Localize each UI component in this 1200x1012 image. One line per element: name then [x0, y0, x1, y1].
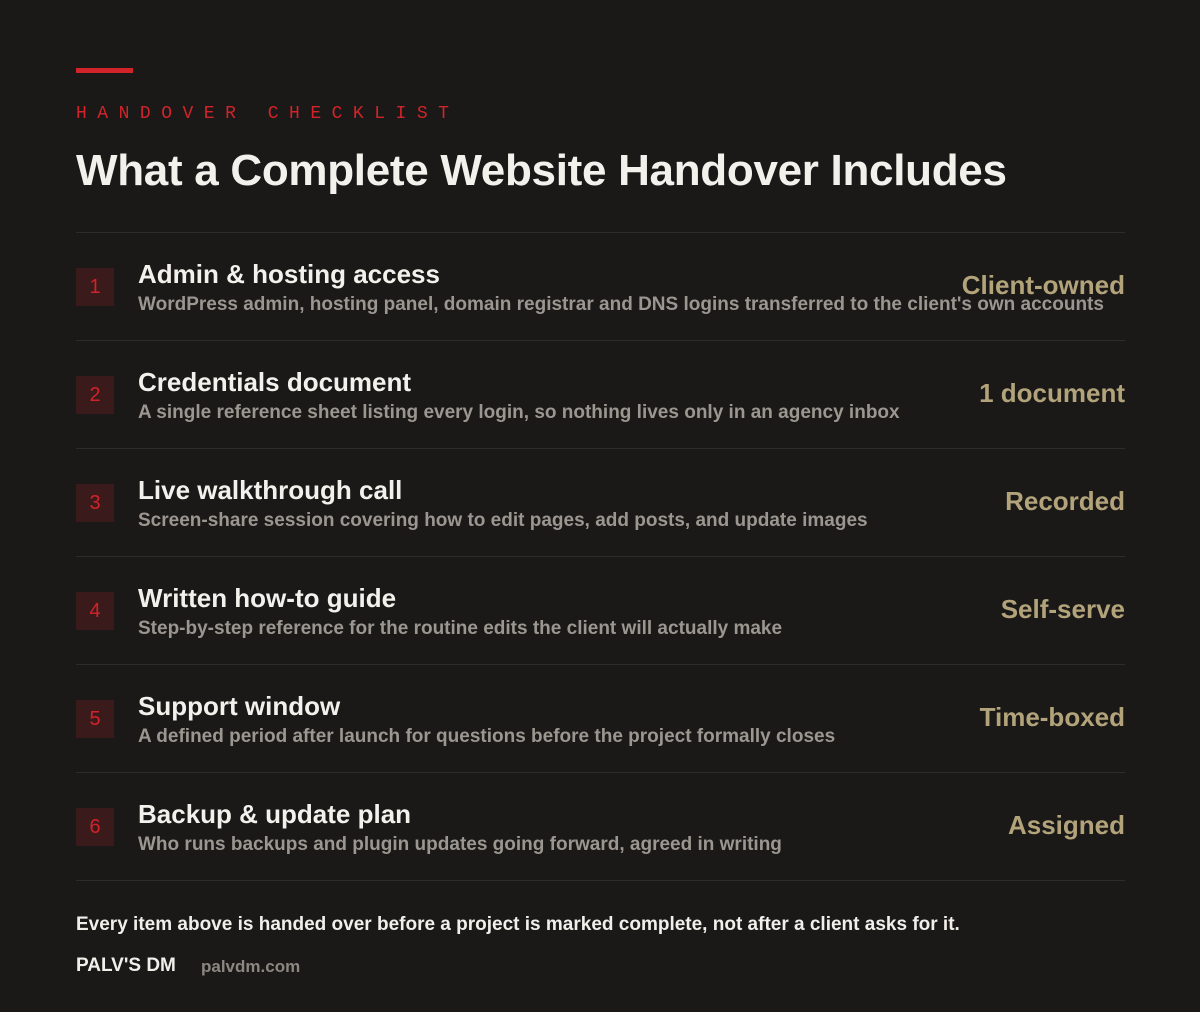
item-tag: Client-owned: [961, 270, 1125, 300]
item-tag: 1 document: [979, 378, 1125, 408]
checklist-item: [76, 557, 1125, 665]
item-number-badge: 1: [76, 268, 114, 306]
checklist-item: [76, 449, 1125, 557]
item-description: WordPress admin, hosting panel, domain registrar and DNS logins transferred to the client's own accounts: [138, 294, 1104, 315]
item-number-badge: 4: [76, 592, 114, 630]
checklist-item: [76, 233, 1125, 341]
item-title: Support window: [138, 691, 341, 721]
eyebrow-label: HANDOVER CHECKLIST: [76, 104, 460, 124]
accent-bar: [76, 68, 133, 73]
footer-note: Every item above is handed over before a project is marked complete, not after a client asks for it.: [76, 914, 960, 935]
item-title: Credentials document: [138, 367, 412, 397]
item-number-badge: 5: [76, 700, 114, 738]
page-title: What a Complete Website Handover Includes: [76, 146, 1007, 195]
item-description: Screen-share session covering how to edit pages, add posts, and update images: [138, 510, 868, 531]
checklist-item: [76, 341, 1125, 449]
item-tag: Assigned: [1007, 810, 1125, 840]
site-link[interactable]: palvdm.com: [201, 957, 301, 976]
item-title: Admin & hosting access: [138, 259, 440, 289]
item-tag: Time-boxed: [979, 702, 1125, 732]
item-tag: Self-serve: [1000, 594, 1125, 624]
item-description: Who runs backups and plugin updates going forward, agreed in writing: [138, 834, 782, 855]
checklist-item: [76, 665, 1125, 773]
item-description: A single reference sheet listing every login, so nothing lives only in an agency inbox: [138, 402, 900, 423]
item-number-badge: 2: [76, 376, 114, 414]
brand-name: PALV'S DM: [76, 955, 176, 976]
item-title: Backup & update plan: [138, 799, 412, 829]
item-description: A defined period after launch for questions before the project formally closes: [138, 726, 836, 747]
item-title: Live walkthrough call: [138, 475, 403, 505]
item-description: Step-by-step reference for the routine edits the client will actually make: [138, 618, 783, 639]
checklist-item: [76, 773, 1125, 881]
item-number-badge: 3: [76, 484, 114, 522]
item-tag: Recorded: [1005, 486, 1125, 516]
item-title: Written how-to guide: [138, 583, 397, 613]
checklist: [76, 232, 1125, 881]
item-number-badge: 6: [76, 808, 114, 846]
